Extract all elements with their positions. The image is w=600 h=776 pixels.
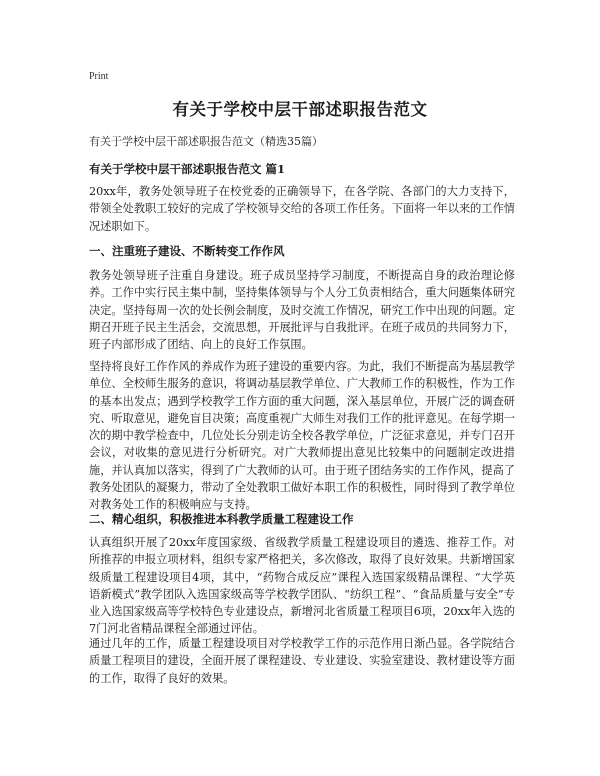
article-heading: 有关于学校中层干部述职报告范文 篇1	[89, 162, 286, 176]
section-2-paragraph-1: 认真组织开展了20xx年度国家级、省级教学质量工程建设项目的遴选、推荐工作。对所推荐的申报立项材料，组织专家严格把关，多次修改，取得了良好效果。共新增国家级质量工程建设项目4项，其中，“药物合成反应”课程入选国家级精品课程、“大学英语新模式”教学团队入选国家级高等学校教学团队、“纺织工程”、“食品质量与安全”专业入选国家级高等学校特色专业建设点，新增河北省质量工程项目6项，20xx年入选的7门河北省精品课程全部通过评估。	[89, 536, 515, 636]
intro-paragraph: 20xx年，教务处领导班子在校党委的正确领导下，在各学院、各部门的大力支持下，带领全处教职工较好的完成了学校领导交给的各项工作任务。下面将一年以来的工作情况述职如下。	[89, 185, 515, 233]
section-1-heading: 一、注重班子建设、不断转变工作作风	[89, 244, 285, 258]
section-1-paragraph-2: 坚持将良好工作作风的养成作为班子建设的重要内容。为此，我们不断提高为基层教学单位、全校师生服务的意识，将调动基层教学单位、广大教师工作的积极性，作为工作的基本出发点；遇到学校教学工作方面的重大问题，深入基层单位，开展广泛的调查研究、听取意见，避免盲目决策；高度重视广大师生对我们工作的批评意见。在每学期一次的期中教学检查中，几位处长分别走访全校各教学单位，广泛征求意见，并专门召开会议，对收集的意见进行分析研究。对广大教师提出意见比较集中的问题制定改进措施，并认真加以落实，得到了广大教师的认可。由于班子团结务实的工作作风，提高了教务处团队的凝聚力，带动了全处教职工做好本职工作的积极性，同时得到了教学单位对教务处工作的积极响应与支持。	[89, 360, 515, 512]
page-title: 有关于学校中层干部述职报告范文	[172, 100, 428, 119]
section-2-heading: 二、精心组织，积极推进本科教学质量工程建设工作	[89, 512, 354, 526]
section-2-paragraph-2: 通过几年的工作，质量工程建设项目对学校教学工作的示范作用日渐凸显。各学院结合质量工程项目的建设，全面开展了课程建设、专业建设、实验室建设、教材建设等方面的工作，取得了良好的效果。	[89, 637, 515, 685]
section-1-paragraph-1: 教务处领导班子注重自身建设。班子成员坚持学习制度，不断提高自身的政治理论修养。工作中实行民主集中制，坚持集体领导与个人分工负责相结合，重大问题集体研究决定。坚持每周一次的处长例会制度，及时交流工作情况，研究工作中出现的问题。定期召开班子民主生活会，交流思想，开展批评与自我批评。在班子成员的共同努力下，班子内部形成了团结、向上的良好工作氛围。	[89, 269, 515, 352]
print-label[interactable]: Print	[89, 71, 109, 82]
document-subtitle: 有关于学校中层干部述职报告范文（精选35篇）	[89, 135, 323, 148]
